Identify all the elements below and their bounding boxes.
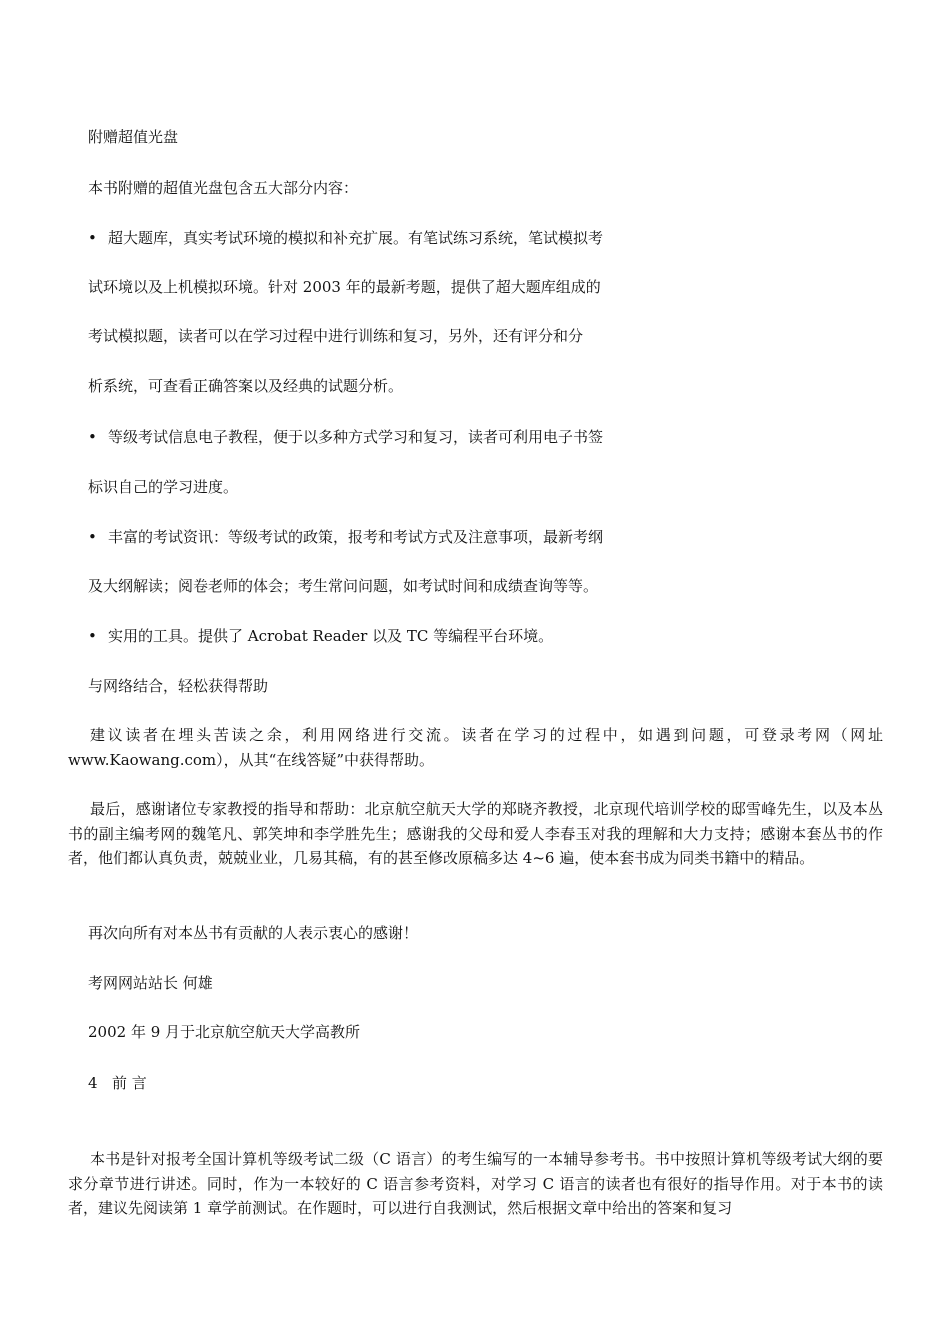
bullet-marker: •: [88, 428, 97, 446]
item2-line2: 标识自己的学习进度。: [88, 478, 239, 496]
bullet-marker: •: [88, 528, 97, 546]
network-paragraph: 建议读者在埋头苦读之余，利用网络进行交流。读者在学习的过程中，如遇到问题，可登录考网（网址 www.Kaowang.com），从其“在线答疑”中获得帮助。: [68, 726, 883, 769]
page-number: 4: [88, 1074, 98, 1092]
bullet-marker: •: [88, 229, 97, 247]
item4-line1: 实用的工具。提供了 Acrobat Reader 以及 TC 等编程平台环境。: [108, 627, 554, 645]
item3-line2: 及大纲解读；阅卷老师的体会；考生常问问题，如考试时间和成绩查询等等。: [88, 577, 599, 595]
preface-paragraph: 本书是针对报考全国计算机等级考试二级（C 语言）的考生编写的一本辅导参考书。书中按照计算机等级考试大纲的要求分章节进行讲述。同时，作为一本较好的 C 语言参考资料，对学习 C 语言的读者也有很好的指导作用。对于本书的读者，建议先阅读第 1 章学前测试。在作题时，可以进行自我测试，然后根据文章中给出的答案和复习: [68, 1150, 883, 1217]
closing-line: 再次向所有对本丛书有贡献的人表示衷心的感谢！: [88, 924, 419, 942]
signature: 考网网站站长 何雄: [88, 974, 213, 992]
item1-line4: 析系统，可查看正确答案以及经典的试题分析。: [88, 377, 404, 395]
date-line: 2002 年 9 月于北京航空航天大学高教所: [88, 1023, 361, 1041]
item3-line1: 丰富的考试资讯：等级考试的政策，报考和考试方式及注意事项，最新考纲: [108, 528, 604, 546]
gift-heading: 附赠超值光盘: [88, 128, 179, 146]
page-header-title: 前 言: [112, 1074, 147, 1092]
gift-intro: 本书附赠的超值光盘包含五大部分内容：: [88, 179, 359, 197]
bullet-marker: •: [88, 627, 97, 645]
network-heading: 与网络结合，轻松获得帮助: [88, 677, 269, 695]
thanks-paragraph: 最后，感谢诸位专家教授的指导和帮助：北京航空航天大学的郑晓齐教授，北京现代培训学校的邸雪峰先生，以及本丛书的副主编考网的魏笔凡、郭笑坤和李学胜先生；感谢我的父母和爱人李春玉对我的理解和大力支持；感谢本套丛书的作者，他们都认真负责，兢兢业业，几易其稿，有的甚至修改原稿多达 4~6 遍，使本套书成为同类书籍中的精品。: [68, 800, 883, 867]
item1-line2: 试环境以及上机模拟环境。针对 2003 年的最新考题，提供了超大题库组成的: [88, 278, 601, 296]
item1-line3: 考试模拟题，读者可以在学习过程中进行训练和复习，另外，还有评分和分: [88, 327, 584, 345]
item2-line1: 等级考试信息电子教程，便于以多种方式学习和复习，读者可利用电子书签: [108, 428, 604, 446]
item1-line1: 超大题库，真实考试环境的模拟和补充扩展。有笔试练习系统，笔试模拟考: [108, 229, 604, 247]
